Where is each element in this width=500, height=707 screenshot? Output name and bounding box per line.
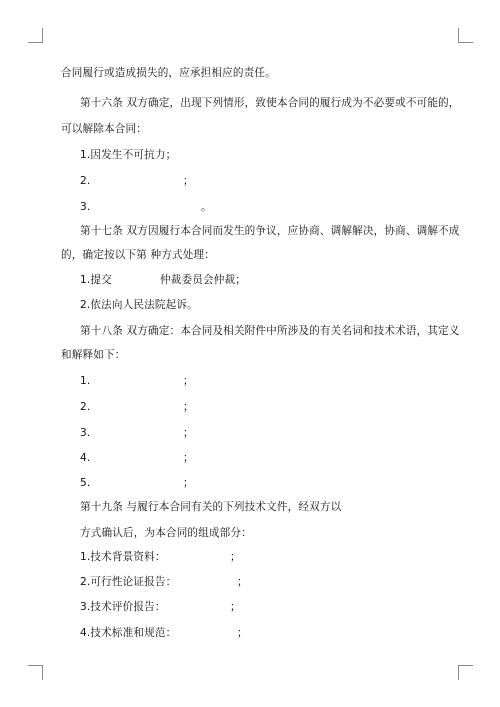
article-18-heading: 第十八条 双方确定：本合同及相关附件中所涉及的有关名词和技术术语，其定义 <box>80 325 460 337</box>
list-terminator: ； <box>237 627 248 639</box>
list-number: 2. <box>80 175 91 187</box>
list-text: 1.提交 <box>80 274 112 286</box>
list-terminator: ； <box>183 452 194 464</box>
list-terminator: ； <box>183 427 194 439</box>
text-line: 可以解除本合同： <box>61 123 147 135</box>
list-text: 1.技术背景资料： <box>80 551 166 563</box>
list-terminator: 。 <box>201 201 212 213</box>
list-terminator: ； <box>183 477 194 489</box>
list-item: 1.因发生不可抗力； <box>80 149 177 161</box>
list-item <box>80 626 280 640</box>
list-item: 2.依法向人民法院起诉。 <box>80 299 198 311</box>
list-number: 2. <box>80 401 91 413</box>
text-line: 方式确认后，为本合同的组成部分： <box>80 527 252 539</box>
list-number: 1. <box>80 375 91 387</box>
crop-mark-bottom-right <box>458 665 473 680</box>
article-19-heading: 第十九条 与履行本合同有关的下列技术文件，经双方以 <box>80 501 342 513</box>
list-terminator: ； <box>183 401 194 413</box>
text-line: 的，确定按以下第 种方式处理： <box>61 249 215 261</box>
list-item <box>80 174 200 188</box>
list-text: 4.技术标准和规范： <box>80 627 177 639</box>
list-terminator: ； <box>230 551 241 563</box>
article-16-heading: 第十六条 双方确定，出现下列情形，致使本合同的履行成为不必要或不可能的， <box>80 97 460 109</box>
list-number: 3. <box>80 201 91 213</box>
list-item <box>80 400 200 414</box>
crop-mark-top-left <box>28 28 43 43</box>
list-item <box>80 476 200 490</box>
list-number: 3. <box>80 427 91 439</box>
article-17-heading: 第十七条 双方因履行本合同而发生的争议，应协商、调解解决，协商、调解不成 <box>80 225 460 237</box>
list-text: 仲裁委员会仲裁； <box>160 274 246 286</box>
list-terminator: ； <box>237 576 248 588</box>
list-number: 4. <box>80 452 91 464</box>
list-number: 5. <box>80 477 91 489</box>
list-item <box>80 374 200 388</box>
list-text: 2.可行性论证报告： <box>80 576 177 588</box>
list-text: 3.技术评价报告： <box>80 601 166 613</box>
text-line: 和解释如下： <box>61 349 126 361</box>
list-item <box>80 273 280 287</box>
list-item <box>80 600 280 614</box>
list-terminator: ； <box>183 175 194 187</box>
list-terminator: ； <box>230 601 241 613</box>
list-item <box>80 550 280 564</box>
crop-mark-bottom-left <box>28 665 43 680</box>
list-item <box>80 200 210 214</box>
list-item <box>80 451 200 465</box>
list-item <box>80 426 200 440</box>
list-item <box>80 575 280 589</box>
crop-mark-top-right <box>458 28 473 43</box>
list-terminator: ； <box>183 375 194 387</box>
text-line: 合同履行或造成损失的，应承担相应的责任。 <box>61 67 276 79</box>
